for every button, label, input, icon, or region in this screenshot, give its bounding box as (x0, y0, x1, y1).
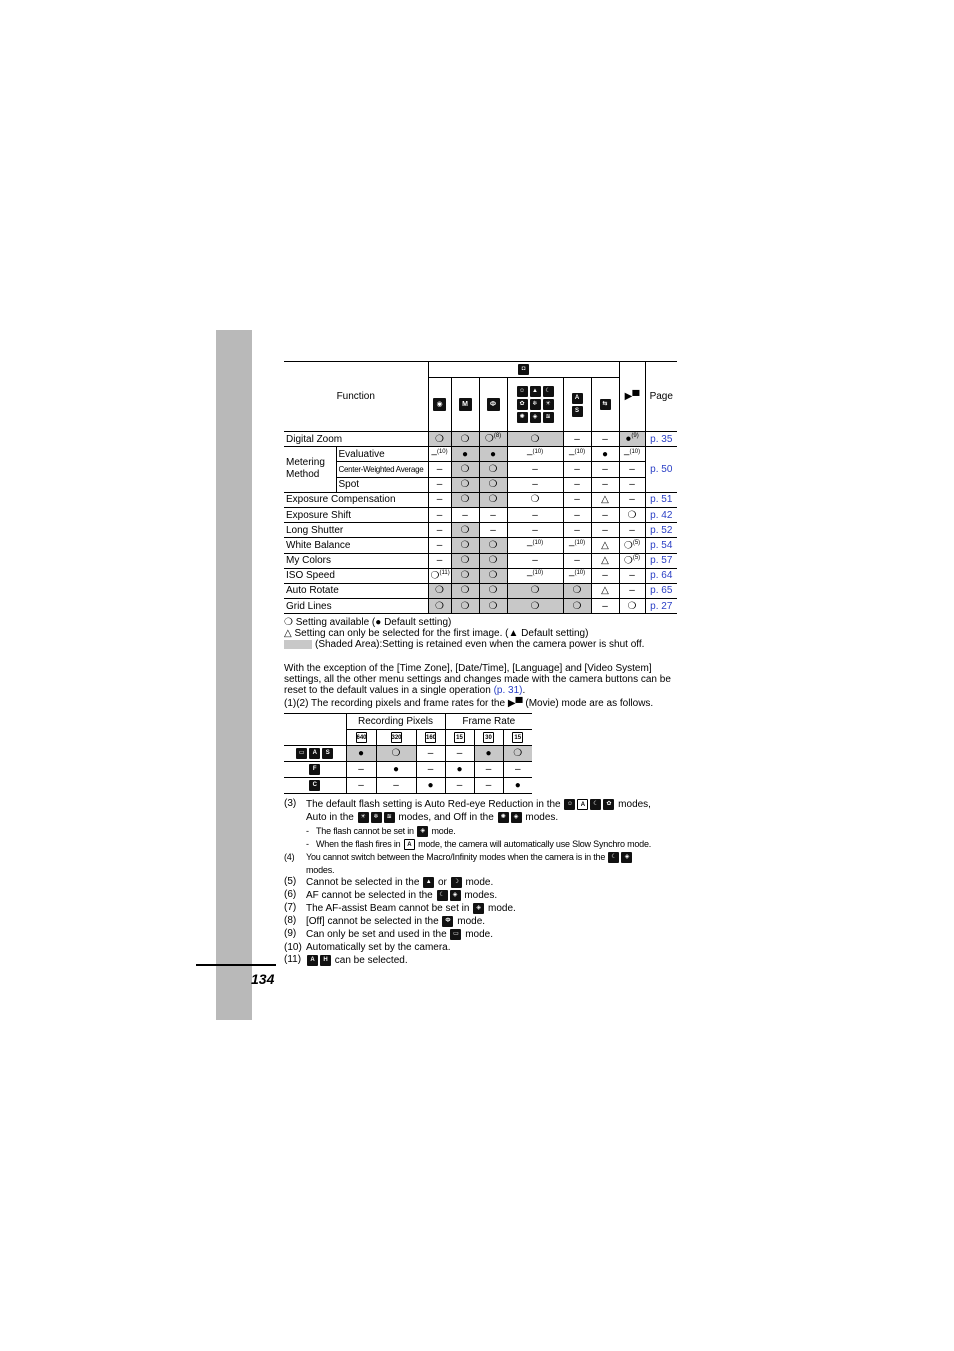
standard-movie-icon: ▭ (296, 748, 307, 759)
table-cell: – (474, 778, 503, 794)
note-9: (9) Can only be set and used in the ▭ mode. (284, 928, 494, 941)
side-tab-bar (216, 330, 252, 1020)
movie-mode-cell (284, 778, 346, 794)
table-row (284, 762, 532, 778)
table-cell: – (591, 523, 619, 538)
movie-camera-icon: ▶▀ (507, 698, 523, 710)
table-cell: ❍ (503, 746, 532, 762)
aquarium-icon: ◈ (450, 890, 461, 901)
table-cell: – (591, 507, 619, 522)
table-row (284, 523, 677, 538)
note-11: (11) A H can be selected. (284, 953, 408, 966)
color-accent-icon: A (572, 393, 583, 404)
table-cell: ❍ (451, 432, 479, 447)
row-label: Auto Rotate (284, 583, 428, 598)
table-cell: – (563, 462, 591, 477)
table-cell: ❍ (428, 583, 451, 598)
scene-modes-col (507, 378, 563, 432)
legend-first-image: △ Setting can only be selected for the first image. (▲ Default setting) (284, 628, 589, 640)
table-cell: –$^{(10)}$ (507, 568, 563, 583)
legend-available: ❍ Setting available (● Default setting) (284, 617, 452, 629)
night-snapshot-icon: ☽ (451, 877, 462, 888)
function-header: Function (284, 362, 428, 432)
iso-high-icon: H (320, 955, 331, 966)
table-cell: ❍ (479, 462, 507, 477)
page-link[interactable]: p. 50 (645, 447, 677, 493)
beach-icon: ☀ (543, 399, 554, 410)
table-cell: – (346, 762, 376, 778)
row-label: My Colors (284, 553, 428, 568)
table-cell: ●$^{(9)}$ (619, 432, 645, 447)
movie-mode-header (619, 362, 645, 432)
table-cell: ❍ (507, 583, 563, 598)
movie-camera-icon: ▶▀ (624, 391, 640, 402)
fast-frame-rate-icon: F (309, 764, 320, 775)
aquarium-icon: ◈ (530, 412, 541, 423)
table-cell: – (591, 568, 619, 583)
note-6: (6) AF cannot be selected in the ☾ ◈ modes. (284, 889, 498, 902)
table-row (284, 746, 532, 762)
table-cell: ❍ (451, 583, 479, 598)
table-cell: – (451, 507, 479, 522)
table-cell: ● (474, 746, 503, 762)
table-cell: – (563, 507, 591, 522)
page-link[interactable]: p. 51 (645, 492, 677, 507)
table-cell: – (428, 523, 451, 538)
note-10: (10) Automatically set by the camera. (284, 941, 451, 953)
table-cell: – (591, 462, 619, 477)
table-cell: – (445, 778, 474, 794)
fireworks-icon: ✺ (498, 812, 509, 823)
table-cell: ❍ (479, 538, 507, 553)
table-cell: ❍$^{(5)}$ (619, 553, 645, 568)
digital-macro-icon: Ф (487, 398, 500, 411)
stitch-assist-icon: ⇆ (600, 399, 611, 410)
table-cell: – (507, 477, 563, 492)
stitch-assist-col (591, 378, 619, 432)
resolution-icon: 320 (391, 732, 402, 743)
table-cell: ❍ (451, 523, 479, 538)
note-3: (3) The default flash setting is Auto Red-eye Reduction in the ☺ A ☾ ✿ modes, Auto in the ☀ ❄ ≋ modes, and Off in the ✺ ◈ modes. (284, 798, 651, 824)
resolution-icon: 15 (512, 732, 523, 743)
color-accent-icon: A (404, 839, 415, 850)
table-cell: ● (591, 447, 619, 462)
table-cell: ❍ (451, 492, 479, 507)
table-cell: – (416, 762, 445, 778)
snow-icon: ❄ (371, 812, 382, 823)
table-cell: ❍$^{(8)}$ (479, 432, 507, 447)
color-accent-icon: A (309, 748, 320, 759)
table-cell: – (507, 553, 563, 568)
table-cell: △ (591, 492, 619, 507)
table-row (284, 568, 677, 583)
table-cell: ❍ (479, 477, 507, 492)
row-label: ISO Speed (284, 568, 428, 583)
auto-mode-col (428, 378, 451, 432)
iso-auto-icon: A (307, 955, 318, 966)
legend-shaded: (Shaded Area):Setting is retained even when the camera power is shut off. (284, 639, 679, 650)
underwater-icon: ≋ (543, 412, 554, 423)
movie-mode-cell (284, 746, 346, 762)
fireworks-icon: ✺ (517, 412, 528, 423)
resolution-icon: 640 (356, 732, 367, 743)
table-cell: ❍ (451, 599, 479, 614)
movie-col-header (503, 730, 532, 746)
table-row (284, 447, 677, 462)
table-cell: ❍ (507, 492, 563, 507)
table-cell: ❍ (619, 507, 645, 522)
table-cell: ● (479, 447, 507, 462)
movie-col-header (346, 730, 376, 746)
table-cell: – (474, 762, 503, 778)
table-cell: ● (416, 778, 445, 794)
underwater-icon: ≋ (384, 812, 395, 823)
table-cell: ❍$^{(11)}$ (428, 568, 451, 583)
movie-mode-cell (284, 762, 346, 778)
beach-icon: ☀ (358, 812, 369, 823)
table-row (284, 599, 677, 614)
digital-macro-col (479, 378, 507, 432)
table-row (284, 432, 677, 447)
table-cell: – (591, 477, 619, 492)
frame-rate-header: Frame Rate (445, 714, 532, 730)
aquarium-icon: ◈ (511, 812, 522, 823)
table-cell: △ (591, 553, 619, 568)
table-cell: ❍$^{(5)}$ (619, 538, 645, 553)
note-1-2: (1)(2) The recording pixels and frame rates for the ▶▀ (Movie) mode are as follows. (284, 698, 654, 710)
table-cell: – (503, 762, 532, 778)
table-cell: – (428, 553, 451, 568)
table-cell: ❍ (507, 432, 563, 447)
table-cell: – (563, 432, 591, 447)
table-cell: △ (591, 538, 619, 553)
table-cell: ❍ (479, 583, 507, 598)
note-3-bullet-1: - The flash cannot be set in ◈ mode. (306, 825, 456, 836)
page-number-rule (196, 964, 276, 966)
foliage-icon: ✿ (517, 399, 528, 410)
row-label: Spot (336, 477, 428, 492)
table-cell: – (507, 507, 563, 522)
table-cell: – (619, 492, 645, 507)
table-cell: – (591, 599, 619, 614)
table-row (284, 492, 677, 507)
recording-pixels-header: Recording Pixels (346, 714, 445, 730)
function-availability-table (284, 361, 677, 614)
landscape-icon: ▲ (423, 877, 434, 888)
page-link[interactable]: p. 54 (645, 538, 677, 553)
manual-mode-col (451, 378, 479, 432)
digital-macro-icon: Ф (442, 916, 453, 927)
table-cell: – (619, 523, 645, 538)
table-cell: ❍ (428, 432, 451, 447)
table-cell: –$^{(10)}$ (428, 447, 451, 462)
metering-method-label: Metering Method (284, 447, 336, 493)
movie-col-header (474, 730, 503, 746)
table-cell: –$^{(10)}$ (507, 447, 563, 462)
page-link[interactable]: p. 65 (645, 583, 677, 598)
table-cell: – (619, 583, 645, 598)
foliage-icon: ✿ (603, 799, 614, 810)
reset-paragraph: With the exception of the [Time Zone], [Date/Time], [Language] and [Video System] settings, all the other menu settings and changes made with the camera buttons can be reset to the default values in a single operation (p. 31). (284, 663, 671, 697)
table-cell: – (428, 477, 451, 492)
note-7: (7) The AF-assist Beam cannot be set in ◈ mode. (284, 902, 516, 915)
table-row (284, 538, 677, 553)
table-cell: ❍ (376, 746, 416, 762)
page-link[interactable]: p. 57 (645, 553, 677, 568)
table-row (284, 553, 677, 568)
note-5: (5) Cannot be selected in the ▲ or ☽ mode. (284, 875, 494, 889)
table-cell: – (563, 523, 591, 538)
standard-movie-icon: ▭ (450, 929, 461, 940)
table-cell: – (428, 507, 451, 522)
table-cell: ❍ (479, 568, 507, 583)
table-cell: ● (346, 746, 376, 762)
table-cell: – (346, 778, 376, 794)
resolution-icon: 160 (425, 732, 436, 743)
table-row (284, 477, 677, 492)
row-label: Exposure Compensation (284, 492, 428, 507)
color-swap-icon: S (572, 406, 583, 417)
page-content (284, 361, 679, 967)
table-cell: ● (376, 762, 416, 778)
table-cell: – (428, 492, 451, 507)
night-scene-icon: ☾ (590, 799, 601, 810)
note-3-bullet-2: - When the flash fires in A mode, the camera will automatically use Slow Synchro mode. (306, 838, 652, 849)
table-cell: ❍ (428, 599, 451, 614)
page-link[interactable]: p. 42 (645, 507, 677, 522)
resolution-icon: 30 (483, 732, 494, 743)
table-cell: – (479, 523, 507, 538)
auto-mode-icon: ◉ (433, 398, 446, 411)
table-cell: – (563, 492, 591, 507)
color-accent-col (563, 378, 591, 432)
note-4: (4) You cannot switch between the Macro/Infinity modes when the camera is in the ☾ ◈ modes. (284, 851, 679, 876)
table-cell: ❍ (479, 492, 507, 507)
snow-icon: ❄ (530, 399, 541, 410)
page-header: Page (645, 362, 677, 432)
table-row (284, 462, 677, 477)
landscape-icon: ▲ (530, 386, 541, 397)
row-label: Exposure Shift (284, 507, 428, 522)
table-cell: – (619, 477, 645, 492)
aquarium-icon: ◈ (473, 903, 484, 914)
page-31-link[interactable]: (p. 31) (493, 685, 523, 697)
movie-col-header (416, 730, 445, 746)
table-cell: ❍ (563, 599, 591, 614)
note-8: (8) [Off] cannot be selected in the Ф mode. (284, 915, 486, 928)
color-accent-icon: A (577, 799, 588, 810)
aquarium-icon: ◈ (417, 826, 428, 837)
table-cell: ● (445, 762, 474, 778)
table-cell: – (428, 538, 451, 553)
compact-movie-icon: C (309, 780, 320, 791)
table-cell: ❍ (507, 599, 563, 614)
aquarium-icon: ◈ (621, 852, 632, 863)
portrait-icon: ☺ (564, 799, 575, 810)
table-cell: –$^{(10)}$ (507, 538, 563, 553)
night-scene-icon: ☾ (437, 890, 448, 901)
shade-swatch (284, 640, 312, 649)
row-label: Long Shutter (284, 523, 428, 538)
page-link[interactable]: p. 35 (645, 432, 677, 447)
table-row (284, 583, 677, 598)
table-cell: –$^{(10)}$ (563, 447, 591, 462)
row-label: Evaluative (336, 447, 428, 462)
page-link[interactable]: p. 64 (645, 568, 677, 583)
table-cell: –$^{(10)}$ (619, 447, 645, 462)
page-link[interactable]: p. 52 (645, 523, 677, 538)
table-cell: – (591, 432, 619, 447)
legend (284, 617, 679, 650)
table-cell: ● (503, 778, 532, 794)
table-cell: –$^{(10)}$ (563, 568, 591, 583)
table-row (284, 778, 532, 794)
table-cell: ❍ (451, 477, 479, 492)
resolution-icon: 15 (454, 732, 465, 743)
table-cell: – (563, 553, 591, 568)
portrait-icon: ☺ (517, 386, 528, 397)
table-cell: ❍ (451, 568, 479, 583)
footnotes (284, 798, 679, 967)
table-cell: – (428, 462, 451, 477)
page-link[interactable]: p. 27 (645, 599, 677, 614)
table-row (284, 507, 677, 522)
table-cell: ❍ (451, 538, 479, 553)
table-cell: △ (591, 583, 619, 598)
manual-mode-icon: M (459, 398, 472, 411)
table-cell: ❍ (479, 599, 507, 614)
table-cell: ● (451, 447, 479, 462)
night-scene-icon: ☾ (608, 852, 619, 863)
table-cell: – (445, 746, 474, 762)
table-cell: – (507, 462, 563, 477)
table-cell: ❍ (451, 553, 479, 568)
table-cell: ❍ (619, 599, 645, 614)
movie-settings-table (284, 713, 532, 794)
table-cell: – (507, 523, 563, 538)
row-label: White Balance (284, 538, 428, 553)
movie-col-header (445, 730, 474, 746)
row-label: Grid Lines (284, 599, 428, 614)
table-cell: – (479, 507, 507, 522)
camera-icon: ◘ (518, 364, 529, 375)
table-cell: – (619, 462, 645, 477)
table-cell: ❍ (451, 462, 479, 477)
table-cell: ❍ (563, 583, 591, 598)
table-cell: – (416, 746, 445, 762)
night-scene-icon: ☾ (543, 386, 554, 397)
table-cell: – (376, 778, 416, 794)
color-swap-icon: S (322, 748, 333, 759)
table-cell: – (619, 568, 645, 583)
row-label: Center-Weighted Average (336, 462, 428, 477)
movie-col-header (376, 730, 416, 746)
table-cell: – (563, 477, 591, 492)
row-label: Digital Zoom (284, 432, 428, 447)
table-cell: ❍ (479, 553, 507, 568)
table-cell: –$^{(10)}$ (563, 538, 591, 553)
still-camera-header (428, 362, 619, 378)
page-number: 134 (251, 971, 275, 987)
